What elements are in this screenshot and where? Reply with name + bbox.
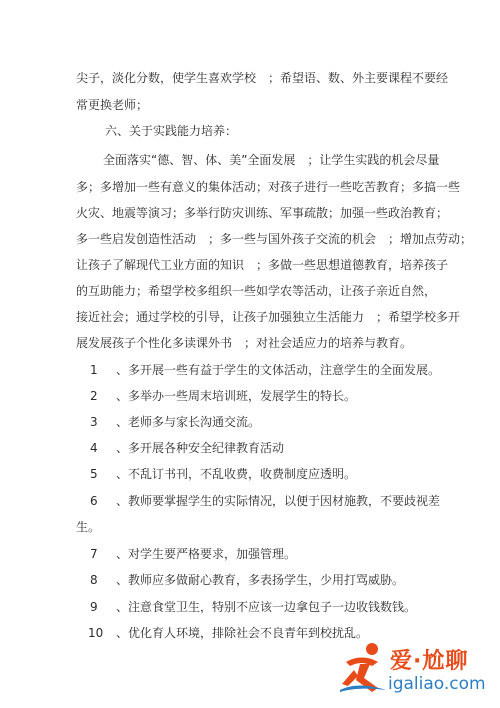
text-span: 接近社会；通过学校的引导，让孩子加强独立生活能力 ；希望学校多开: [76, 310, 461, 324]
list-number: 8: [90, 573, 98, 587]
watermark-url: igaliao.com: [388, 674, 486, 694]
watermark-title: 爱·尬聊: [390, 649, 469, 674]
section-heading: [0, 124, 500, 138]
text-span: 生。: [76, 520, 101, 534]
list-text: 、注意食堂卫生，特别不应该一边拿包子一边收钱数钱。: [116, 600, 417, 614]
paragraph-line: [0, 206, 500, 220]
running-figure-logo-icon: [338, 640, 390, 694]
text-span: 让孩子了解现代工业方面的知识 ；多做一些思想道德教育，培养孩子: [76, 258, 449, 272]
list-number: 7: [90, 547, 98, 561]
text-span: 的互助能力；希望学校多组织一些如学农等活动，让孩子亲近自然，: [76, 284, 437, 298]
list-text: 、不乱订书刊，不乱收费，收费制度应透明。: [116, 467, 357, 481]
list-number: 6: [90, 494, 98, 508]
list-number: 9: [90, 600, 98, 614]
list-text: 、对学生要严格要求，加强管理。: [116, 547, 297, 561]
text-span: 多一些启发创造性活动 ；多一些与国外孩子交流的机会 ；增加点劳动；: [76, 232, 473, 246]
list-number: 2: [90, 389, 98, 403]
list-number: 3: [90, 415, 98, 429]
list-text: 、多开展一些有益于学生的文体活动，注意学生的全面发展。: [116, 363, 441, 377]
text-span: 火灾、地震等演习；多举行防灾训练、军事疏散；加强一些政治教育；: [76, 206, 449, 220]
paragraph-line: [0, 153, 500, 167]
heading-text: 六、关于实践能力培养：: [105, 124, 238, 138]
list-number: 4: [90, 441, 98, 455]
paragraph-line: [0, 258, 500, 272]
list-number: 1: [90, 363, 98, 377]
text-span: 尖子，淡化分数，使学生喜欢学校 ；希望语、数、外主要课程不要经: [76, 71, 449, 85]
text-span: 多；多增加一些有意义的集体活动；对孩子进行一些吃苦教育；多搞一些: [76, 180, 461, 194]
paragraph-line: [0, 310, 500, 324]
list-number: 10: [88, 626, 104, 640]
paragraph-line: [0, 180, 500, 194]
list-text: 、老师多与家长沟通交流。: [116, 415, 261, 429]
list-text: 、优化育人环境，排除社会不良青年到校扰乱。: [116, 626, 369, 640]
text-span: 常更换老师；: [76, 98, 149, 112]
list-text: 、教师应多做耐心教育，多表扬学生，少用打骂威胁。: [116, 573, 405, 587]
text-span: 全面落实“德、智、体、美”全面发展 ；让学生实践的机会尽量: [103, 153, 440, 167]
paragraph-line: [0, 336, 500, 350]
paragraph-line: [0, 232, 500, 246]
watermark: [338, 638, 498, 700]
paragraph-line: [0, 284, 500, 298]
list-number: 5: [90, 467, 98, 481]
list-text: 、多举办一些周末培训班，发展学生的特长。: [116, 389, 357, 403]
text-span: 展发展孩子个性化多读课外书 ；对社会适应力的培养与教育。: [76, 336, 413, 350]
paragraph-line: [0, 98, 500, 112]
list-text: 、教师要掌握学生的实际情况，以便于因材施教，不要歧视差: [116, 494, 441, 508]
list-item-continuation: [76, 520, 100, 534]
paragraph-line: [0, 71, 500, 85]
list-text: 、多开展各种安全纪律教育活动: [116, 441, 285, 455]
